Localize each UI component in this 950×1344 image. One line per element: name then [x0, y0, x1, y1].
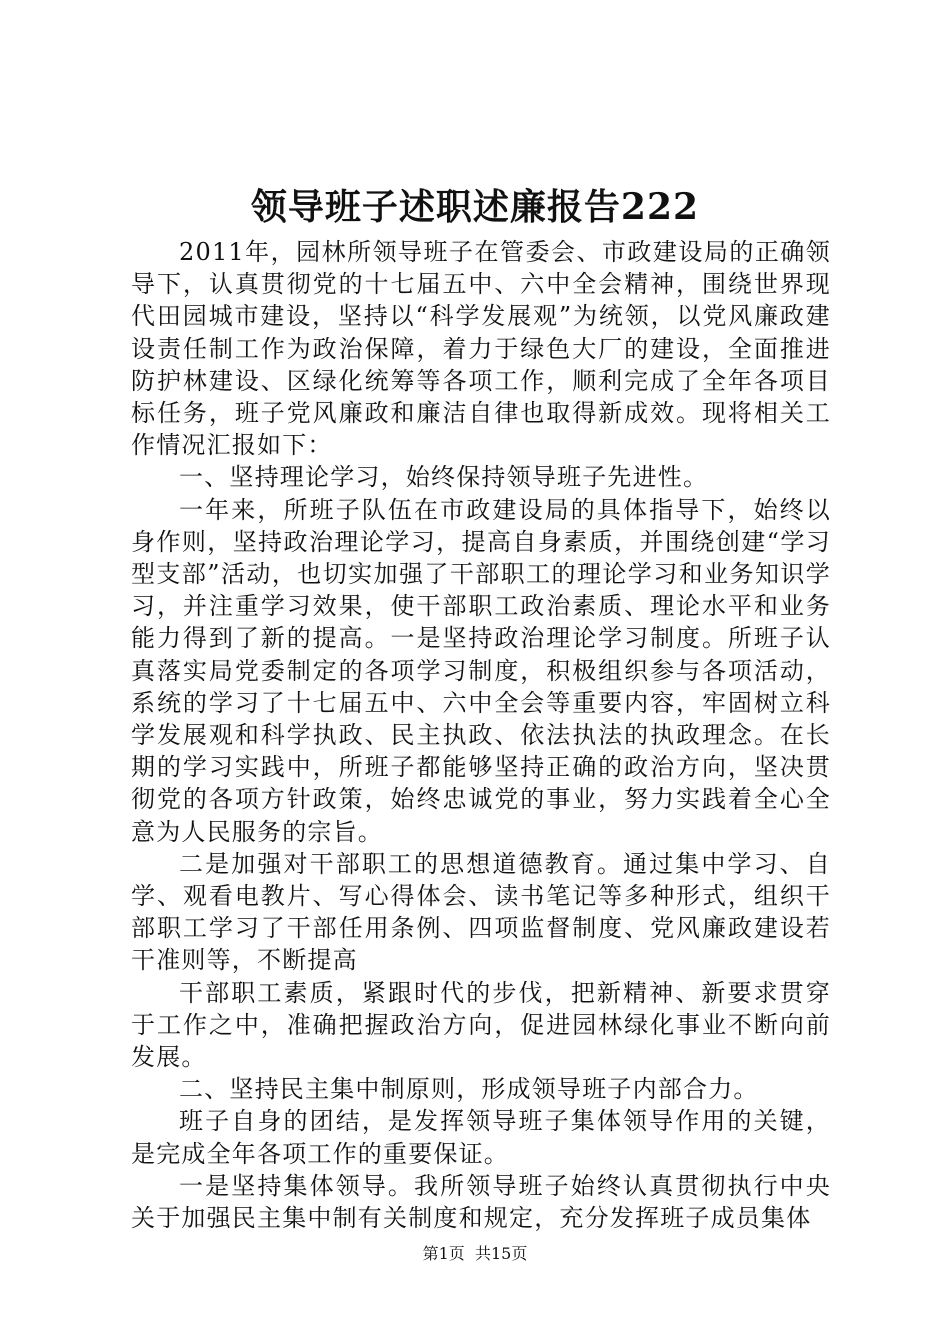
document-title: 领导班子述职述廉报告222: [250, 186, 700, 228]
paragraph: 2011年，园林所领导班子在管委会、市政建设局的正确领导下，认真贯彻党的十七届五中、六中全会精神，围绕世界现代田园城市建设，坚持以“科学发展观”为统领，以党风廉政建设责任制工作为政治保障，着力于绿色大厂的建设，全面推进防护林建设、区绿化统筹等各项工作，顺利完成了全年各项目标任务，班子党风廉政和廉洁自律也取得新成效。现将相关工作情况汇报如下：: [131, 238, 831, 460]
paragraph: 干部职工素质，紧跟时代的步伐，把新精神、新要求贯穿于工作之中，准确把握政治方向，促进园林绿化事业不断向前发展。: [131, 978, 831, 1072]
page-total: 共15页: [474, 1244, 528, 1263]
page-footer: [0, 1243, 950, 1265]
section-heading: 一、坚持理论学习，始终保持领导班子先进性。: [179, 463, 709, 492]
document-body: [131, 236, 831, 1234]
paragraph: 一是坚持集体领导。我所领导班子始终认真贯彻执行中央关于加强民主集中制有关制度和规定，充分发挥班子成员集体: [131, 1171, 831, 1233]
paragraph: 二是加强对干部职工的思想道德教育。通过集中学习、自学、观看电教片、写心得体会、读书笔记等多种形式，组织干部职工学习了干部任用条例、四项监督制度、党风廉政建设若干准则等，不断提高: [131, 849, 831, 975]
page-number: 第1页: [422, 1244, 465, 1263]
section-heading: 二、坚持民主集中制原则，形成领导班子内部合力。: [179, 1075, 759, 1104]
paragraph: 一年来，所班子队伍在市政建设局的具体指导下，始终以身作则，坚持政治理论学习，提高自身素质，并围绕创建“学习型支部”活动，也切实加强了干部职工的理论学习和业务知识学习，并注重学习效果，使干部职工政治素质、理论水平和业务能力得到了新的提高。一是坚持政治理论学习制度。所班子认真落实局党委制定的各项学习制度，积极组织参与各项活动，系统的学习了十七届五中、六中全会等重要内容，牢固树立科学发展观和科学执政、民主执政、依法执法的执政理念。在长期的学习实践中，所班子都能够坚持正确的政治方向，坚决贯彻党的各项方针政策，始终忠诚党的事业，努力实践着全心全意为人民服务的宗旨。: [131, 495, 831, 846]
paragraph: 班子自身的团结，是发挥领导班子集体领导作用的关键，是完成全年各项工作的重要保证。: [131, 1107, 831, 1168]
